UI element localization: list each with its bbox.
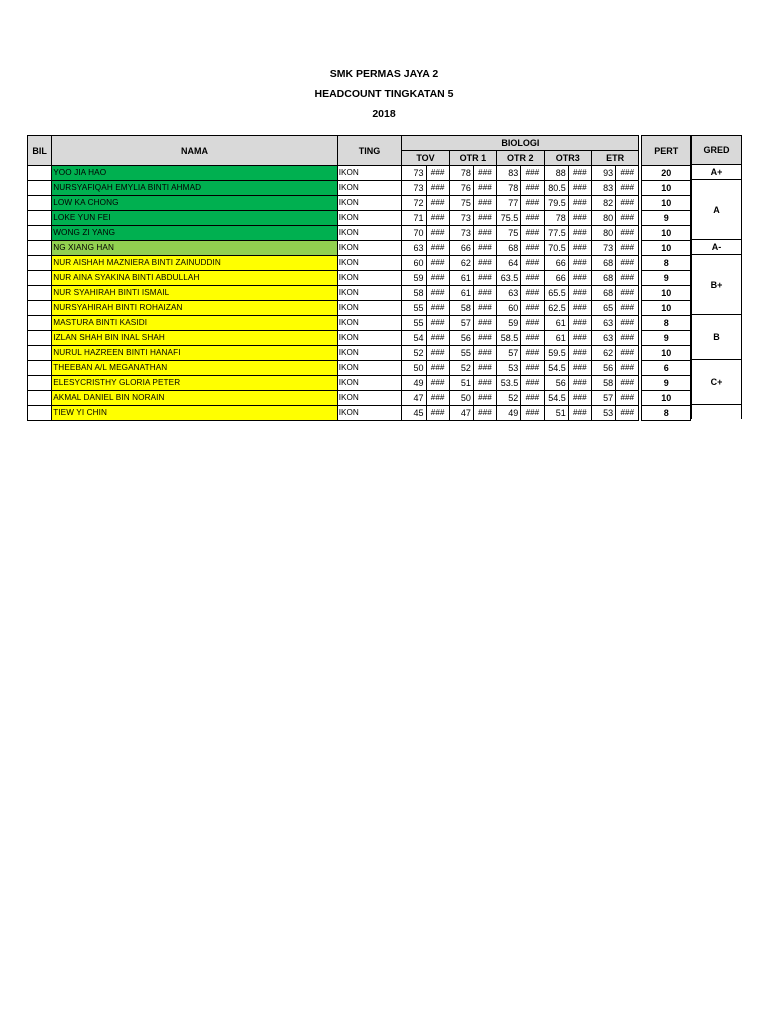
etr-overflow-cell: ### [616, 226, 639, 241]
otr3-overflow-cell: ### [568, 241, 591, 256]
table-row [28, 211, 691, 226]
etr-overflow-cell: ### [616, 166, 639, 181]
table-row [28, 226, 691, 241]
otr2-cell: 53.5 [497, 376, 521, 391]
tov-overflow-cell: ### [426, 361, 449, 376]
etr-overflow-cell: ### [616, 211, 639, 226]
otr2-cell: 59 [497, 316, 521, 331]
otr3-cell: 59.5 [544, 346, 568, 361]
pert-cell: 10 [642, 196, 691, 211]
tov-cell: 59 [402, 271, 426, 286]
otr1-cell: 73 [449, 211, 473, 226]
pert-cell: 10 [642, 241, 691, 256]
etr-cell: 56 [591, 361, 615, 376]
otr1-overflow-cell: ### [473, 361, 496, 376]
name-cell: IZLAN SHAH BIN INAL SHAH [52, 331, 338, 346]
report-year: 2018 [372, 108, 396, 120]
grade-cells [692, 165, 742, 420]
tov-cell: 54 [402, 331, 426, 346]
etr-cell: 62 [591, 346, 615, 361]
tov-overflow-cell: ### [426, 391, 449, 406]
otr2-overflow-cell: ### [521, 271, 544, 286]
tov-overflow-cell: ### [426, 166, 449, 181]
otr1-cell: 78 [449, 166, 473, 181]
ting-cell: IKON [337, 286, 402, 301]
otr1-cell: 66 [449, 241, 473, 256]
tov-cell: 50 [402, 361, 426, 376]
header-otr3: OTR3 [544, 151, 591, 166]
otr2-cell: 63 [497, 286, 521, 301]
otr2-overflow-cell: ### [521, 196, 544, 211]
tov-cell: 55 [402, 301, 426, 316]
tov-overflow-cell: ### [426, 226, 449, 241]
otr3-overflow-cell: ### [568, 406, 591, 421]
header-etr: ETR [591, 151, 639, 166]
ting-cell: IKON [337, 181, 402, 196]
ting-cell: IKON [337, 166, 402, 181]
ting-cell: IKON [337, 331, 402, 346]
otr2-cell: 60 [497, 301, 521, 316]
etr-cell: 53 [591, 406, 615, 421]
name-cell: AKMAL DANIEL BIN NORAIN [52, 391, 338, 406]
tov-overflow-cell: ### [426, 376, 449, 391]
otr2-cell: 75 [497, 226, 521, 241]
otr1-cell: 56 [449, 331, 473, 346]
bil-cell [28, 166, 52, 181]
pert-cell: 9 [642, 271, 691, 286]
grade-table [691, 135, 742, 419]
otr2-cell: 58.5 [497, 331, 521, 346]
tov-cell: 58 [402, 286, 426, 301]
grade-cell: A- [692, 240, 742, 255]
otr1-cell: 61 [449, 286, 473, 301]
otr3-cell: 88 [544, 166, 568, 181]
etr-cell: 63 [591, 331, 615, 346]
tov-cell: 71 [402, 211, 426, 226]
otr1-overflow-cell: ### [473, 166, 496, 181]
otr1-overflow-cell: ### [473, 256, 496, 271]
headcount-table [27, 135, 691, 421]
tov-overflow-cell: ### [426, 346, 449, 361]
table-row [28, 241, 691, 256]
otr3-cell: 56 [544, 376, 568, 391]
tov-overflow-cell: ### [426, 301, 449, 316]
bil-cell [28, 241, 52, 256]
etr-overflow-cell: ### [616, 316, 639, 331]
otr2-overflow-cell: ### [521, 346, 544, 361]
etr-cell: 82 [591, 196, 615, 211]
otr3-cell: 51 [544, 406, 568, 421]
otr1-overflow-cell: ### [473, 196, 496, 211]
otr2-cell: 78 [497, 181, 521, 196]
otr3-overflow-cell: ### [568, 211, 591, 226]
otr2-overflow-cell: ### [521, 286, 544, 301]
otr3-cell: 54.5 [544, 391, 568, 406]
tov-overflow-cell: ### [426, 331, 449, 346]
otr2-overflow-cell: ### [521, 211, 544, 226]
bil-cell [28, 376, 52, 391]
etr-cell: 73 [591, 241, 615, 256]
otr3-overflow-cell: ### [568, 346, 591, 361]
otr2-cell: 83 [497, 166, 521, 181]
etr-overflow-cell: ### [616, 406, 639, 421]
otr1-cell: 61 [449, 271, 473, 286]
ting-cell: IKON [337, 361, 402, 376]
ting-cell: IKON [337, 301, 402, 316]
ting-cell: IKON [337, 211, 402, 226]
table-row [28, 346, 691, 361]
otr3-cell: 62.5 [544, 301, 568, 316]
pert-cell: 8 [642, 316, 691, 331]
ting-cell: IKON [337, 406, 402, 421]
student-rows [28, 166, 691, 421]
otr2-overflow-cell: ### [521, 316, 544, 331]
pert-cell: 10 [642, 301, 691, 316]
table-row [28, 331, 691, 346]
tov-cell: 55 [402, 316, 426, 331]
otr1-cell: 75 [449, 196, 473, 211]
table-row [28, 181, 691, 196]
otr2-cell: 52 [497, 391, 521, 406]
pert-cell: 8 [642, 256, 691, 271]
header-gred: GRED [692, 136, 742, 165]
name-cell: NURSYAHIRAH BINTI ROHAIZAN [52, 301, 338, 316]
otr3-overflow-cell: ### [568, 181, 591, 196]
otr2-cell: 68 [497, 241, 521, 256]
tov-cell: 70 [402, 226, 426, 241]
tov-overflow-cell: ### [426, 196, 449, 211]
otr3-overflow-cell: ### [568, 256, 591, 271]
etr-overflow-cell: ### [616, 271, 639, 286]
table-row [28, 301, 691, 316]
otr3-overflow-cell: ### [568, 271, 591, 286]
name-cell: NUR AISHAH MAZNIERA BINTI ZAINUDDIN [52, 256, 338, 271]
otr2-cell: 64 [497, 256, 521, 271]
otr3-cell: 66 [544, 271, 568, 286]
table-row [28, 376, 691, 391]
otr1-cell: 52 [449, 361, 473, 376]
etr-cell: 63 [591, 316, 615, 331]
grade-cell: A [692, 180, 742, 240]
etr-cell: 80 [591, 226, 615, 241]
bil-cell [28, 256, 52, 271]
grade-cell: B [692, 315, 742, 360]
otr1-overflow-cell: ### [473, 406, 496, 421]
otr1-overflow-cell: ### [473, 346, 496, 361]
header-ting: TING [337, 136, 402, 166]
pert-cell: 10 [642, 346, 691, 361]
etr-overflow-cell: ### [616, 331, 639, 346]
bil-cell [28, 271, 52, 286]
ting-cell: IKON [337, 316, 402, 331]
otr1-overflow-cell: ### [473, 226, 496, 241]
bil-cell [28, 211, 52, 226]
name-cell: NURUL HAZREEN BINTI HANAFI [52, 346, 338, 361]
otr1-overflow-cell: ### [473, 271, 496, 286]
name-cell: TIEW YI CHIN [52, 406, 338, 421]
pert-cell: 10 [642, 391, 691, 406]
tov-overflow-cell: ### [426, 181, 449, 196]
tov-cell: 73 [402, 181, 426, 196]
otr1-overflow-cell: ### [473, 181, 496, 196]
otr3-overflow-cell: ### [568, 166, 591, 181]
name-cell: NUR AINA SYAKINA BINTI ABDULLAH [52, 271, 338, 286]
bil-cell [28, 301, 52, 316]
ting-cell: IKON [337, 391, 402, 406]
header-pert: PERT [642, 136, 691, 166]
ting-cell: IKON [337, 271, 402, 286]
tov-cell: 49 [402, 376, 426, 391]
etr-cell: 68 [591, 271, 615, 286]
name-cell: LOKE YUN FEI [52, 211, 338, 226]
otr3-cell: 61 [544, 316, 568, 331]
otr3-overflow-cell: ### [568, 331, 591, 346]
etr-cell: 68 [591, 256, 615, 271]
header-nama: NAMA [52, 136, 338, 166]
otr3-overflow-cell: ### [568, 226, 591, 241]
otr1-overflow-cell: ### [473, 391, 496, 406]
bil-cell [28, 346, 52, 361]
tov-cell: 52 [402, 346, 426, 361]
header-row-1 [28, 136, 691, 151]
table-row [28, 271, 691, 286]
header-otr1: OTR 1 [449, 151, 496, 166]
otr2-overflow-cell: ### [521, 391, 544, 406]
bil-cell [28, 406, 52, 421]
otr1-overflow-cell: ### [473, 316, 496, 331]
otr2-overflow-cell: ### [521, 181, 544, 196]
etr-overflow-cell: ### [616, 256, 639, 271]
report-title: HEADCOUNT TINGKATAN 5 [314, 88, 454, 100]
otr3-cell: 78 [544, 211, 568, 226]
etr-cell: 57 [591, 391, 615, 406]
etr-cell: 80 [591, 211, 615, 226]
otr3-cell: 65.5 [544, 286, 568, 301]
otr1-cell: 55 [449, 346, 473, 361]
ting-cell: IKON [337, 376, 402, 391]
otr2-overflow-cell: ### [521, 376, 544, 391]
otr2-overflow-cell: ### [521, 361, 544, 376]
otr1-overflow-cell: ### [473, 211, 496, 226]
pert-cell: 10 [642, 181, 691, 196]
otr2-overflow-cell: ### [521, 226, 544, 241]
table-row [28, 166, 691, 181]
pert-cell: 9 [642, 376, 691, 391]
bil-cell [28, 316, 52, 331]
name-cell: THEEBAN A/L MEGANATHAN [52, 361, 338, 376]
pert-cell: 10 [642, 286, 691, 301]
table-row [28, 196, 691, 211]
otr2-overflow-cell: ### [521, 406, 544, 421]
tov-cell: 60 [402, 256, 426, 271]
grade-cell [692, 405, 742, 420]
school-name: SMK PERMAS JAYA 2 [329, 68, 439, 80]
otr3-cell: 79.5 [544, 196, 568, 211]
otr3-overflow-cell: ### [568, 361, 591, 376]
tov-overflow-cell: ### [426, 271, 449, 286]
grade-cell: A+ [692, 165, 742, 180]
header-bil: BIL [28, 136, 52, 166]
otr1-overflow-cell: ### [473, 301, 496, 316]
header-otr2: OTR 2 [497, 151, 544, 166]
otr3-cell: 77.5 [544, 226, 568, 241]
etr-cell: 83 [591, 181, 615, 196]
otr2-cell: 49 [497, 406, 521, 421]
otr3-cell: 70.5 [544, 241, 568, 256]
tov-overflow-cell: ### [426, 286, 449, 301]
otr2-overflow-cell: ### [521, 301, 544, 316]
otr2-cell: 57 [497, 346, 521, 361]
table-row [28, 406, 691, 421]
bil-cell [28, 226, 52, 241]
etr-overflow-cell: ### [616, 361, 639, 376]
etr-cell: 58 [591, 376, 615, 391]
bil-cell [28, 361, 52, 376]
otr1-cell: 47 [449, 406, 473, 421]
otr1-overflow-cell: ### [473, 286, 496, 301]
name-cell: LOW KA CHONG [52, 196, 338, 211]
pert-cell: 9 [642, 331, 691, 346]
etr-overflow-cell: ### [616, 301, 639, 316]
name-cell: YOO JIA HAO [52, 166, 338, 181]
otr2-cell: 63.5 [497, 271, 521, 286]
grade-cell: B+ [692, 255, 742, 315]
otr3-cell: 61 [544, 331, 568, 346]
otr1-cell: 76 [449, 181, 473, 196]
otr1-overflow-cell: ### [473, 331, 496, 346]
table-row [28, 316, 691, 331]
otr3-overflow-cell: ### [568, 286, 591, 301]
etr-overflow-cell: ### [616, 376, 639, 391]
header-subject: BIOLOGI [402, 136, 639, 151]
otr2-overflow-cell: ### [521, 241, 544, 256]
etr-overflow-cell: ### [616, 346, 639, 361]
ting-cell: IKON [337, 256, 402, 271]
tov-cell: 47 [402, 391, 426, 406]
otr1-cell: 73 [449, 226, 473, 241]
otr2-overflow-cell: ### [521, 331, 544, 346]
otr2-cell: 75.5 [497, 211, 521, 226]
otr3-cell: 80.5 [544, 181, 568, 196]
bil-cell [28, 196, 52, 211]
otr1-cell: 58 [449, 301, 473, 316]
tov-overflow-cell: ### [426, 241, 449, 256]
header-tov: TOV [402, 151, 449, 166]
otr2-cell: 77 [497, 196, 521, 211]
pert-cell: 6 [642, 361, 691, 376]
ting-cell: IKON [337, 226, 402, 241]
name-cell: NUR SYAHIRAH BINTI ISMAIL [52, 286, 338, 301]
name-cell: NG XIANG HAN [52, 241, 338, 256]
name-cell: NURSYAFIQAH EMYLIA BINTI AHMAD [52, 181, 338, 196]
otr2-overflow-cell: ### [521, 256, 544, 271]
otr1-cell: 51 [449, 376, 473, 391]
pert-cell: 10 [642, 226, 691, 241]
bil-cell [28, 331, 52, 346]
etr-cell: 68 [591, 286, 615, 301]
etr-cell: 93 [591, 166, 615, 181]
otr1-overflow-cell: ### [473, 376, 496, 391]
table-row [28, 361, 691, 376]
etr-overflow-cell: ### [616, 391, 639, 406]
ting-cell: IKON [337, 346, 402, 361]
tov-overflow-cell: ### [426, 316, 449, 331]
tov-overflow-cell: ### [426, 211, 449, 226]
etr-overflow-cell: ### [616, 241, 639, 256]
name-cell: WONG ZI YANG [52, 226, 338, 241]
ting-cell: IKON [337, 196, 402, 211]
bil-cell [28, 391, 52, 406]
otr2-overflow-cell: ### [521, 166, 544, 181]
pert-cell: 20 [642, 166, 691, 181]
table-row [28, 256, 691, 271]
otr1-cell: 50 [449, 391, 473, 406]
etr-overflow-cell: ### [616, 286, 639, 301]
name-cell: MASTURA BINTI KASIDI [52, 316, 338, 331]
otr3-overflow-cell: ### [568, 376, 591, 391]
bil-cell [28, 181, 52, 196]
tov-cell: 73 [402, 166, 426, 181]
ting-cell: IKON [337, 241, 402, 256]
etr-cell: 65 [591, 301, 615, 316]
grade-cell: C+ [692, 360, 742, 405]
otr3-cell: 66 [544, 256, 568, 271]
otr3-overflow-cell: ### [568, 196, 591, 211]
tov-overflow-cell: ### [426, 256, 449, 271]
bil-cell [28, 286, 52, 301]
table-row [28, 391, 691, 406]
otr1-overflow-cell: ### [473, 241, 496, 256]
otr3-overflow-cell: ### [568, 391, 591, 406]
etr-overflow-cell: ### [616, 181, 639, 196]
otr3-cell: 54.5 [544, 361, 568, 376]
tov-overflow-cell: ### [426, 406, 449, 421]
otr1-cell: 57 [449, 316, 473, 331]
table-row [28, 286, 691, 301]
otr1-cell: 62 [449, 256, 473, 271]
pert-cell: 9 [642, 211, 691, 226]
etr-overflow-cell: ### [616, 196, 639, 211]
tov-cell: 45 [402, 406, 426, 421]
otr3-overflow-cell: ### [568, 316, 591, 331]
tov-cell: 63 [402, 241, 426, 256]
report-title-block [0, 64, 768, 124]
otr3-overflow-cell: ### [568, 301, 591, 316]
pert-cell: 8 [642, 406, 691, 421]
otr2-cell: 53 [497, 361, 521, 376]
name-cell: ELESYCRISTHY GLORIA PETER [52, 376, 338, 391]
tov-cell: 72 [402, 196, 426, 211]
